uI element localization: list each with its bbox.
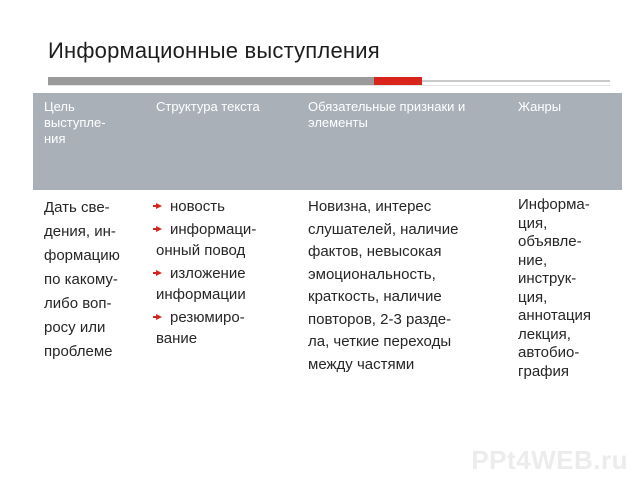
cell-genres-line: автобио-: [518, 344, 580, 361]
watermark: PPt4WEB.ru: [471, 445, 628, 475]
cell-genres-line: ция,: [518, 214, 548, 232]
cell-genres-line: Информа-: [518, 196, 590, 213]
cell-features-line: повторов, 2-3 разде-: [308, 310, 452, 328]
cell-features-line: ла, четкие переходы: [308, 333, 452, 350]
structure-bullet-line: новость: [170, 198, 225, 215]
arrow-bullet-icon: [156, 203, 162, 209]
slide-title: Информационные выступления: [48, 38, 380, 63]
structure-bullet-line: информаци-: [170, 221, 257, 238]
cell-goal-line: росу или: [44, 319, 106, 336]
cell-goal-line: проблеме: [44, 343, 113, 360]
cell-features-line: фактов, невысокая: [308, 243, 442, 260]
cell-features-line: между частями: [308, 355, 415, 373]
arrow-bullet-icon: [156, 314, 162, 320]
structure-bullet-line: изложение: [170, 265, 246, 282]
title-underline: [48, 77, 610, 85]
header-structure: [156, 99, 301, 115]
structure-bullet-line: информации: [156, 286, 246, 303]
title-underline-gray: [48, 77, 374, 85]
header-goal-line: ния: [44, 131, 66, 146]
cell-goal-line: либо воп-: [44, 295, 112, 312]
cell-genres-line: инструк-: [518, 270, 577, 287]
title-underline-red: [374, 77, 422, 85]
cell-genres-line: ция,: [518, 288, 548, 306]
structure-bullet-line: вание: [156, 330, 198, 347]
structure-bullet-item: [156, 307, 296, 349]
cell-goal-line: дения, ин-: [44, 223, 116, 240]
cell-genres: [518, 196, 616, 381]
cell-structure: [156, 196, 296, 349]
header-goal: [44, 99, 144, 147]
cell-genres-line: объявле-: [518, 233, 582, 250]
cell-genres-line: аннотация: [518, 307, 592, 324]
structure-bullet-item: [156, 219, 296, 261]
title-underline-thin: [422, 80, 610, 82]
title-underline-hairline: [48, 85, 610, 86]
header-features: [308, 99, 508, 131]
cell-goal: [44, 196, 144, 364]
structure-bullet-item: [156, 196, 296, 217]
cell-features-line: Новизна, интерес: [308, 198, 432, 215]
cell-goal-line: Дать све-: [44, 199, 110, 216]
cell-genres-line: графия: [518, 362, 569, 380]
cell-features-line: слушателей, наличие: [308, 220, 459, 238]
cell-goal-line: по какому-: [44, 271, 118, 288]
header-goal-line: выступле-: [44, 115, 106, 130]
header-structure-line: Структура текста: [156, 99, 260, 114]
header-genres-line: Жанры: [518, 99, 562, 114]
structure-bullet-line: онный повод: [156, 242, 246, 259]
cell-goal-line: формацию: [44, 247, 120, 264]
header-goal-line: Цель: [44, 99, 75, 114]
structure-bullet-line: резюмиро-: [170, 309, 245, 326]
cell-genres-line: лекция,: [518, 325, 571, 343]
cell-genres-line: ние,: [518, 251, 548, 269]
structure-bullet-item: [156, 263, 296, 305]
cell-features-line: эмоциональность,: [308, 265, 436, 283]
header-genres: [518, 99, 613, 115]
header-features-line: элементы: [308, 115, 368, 130]
arrow-bullet-icon: [156, 270, 162, 276]
header-features-line: Обязательные признаки и: [308, 99, 466, 114]
cell-features: [308, 196, 508, 376]
arrow-bullet-icon: [156, 226, 162, 232]
cell-features-line: краткость, наличие: [308, 288, 442, 305]
